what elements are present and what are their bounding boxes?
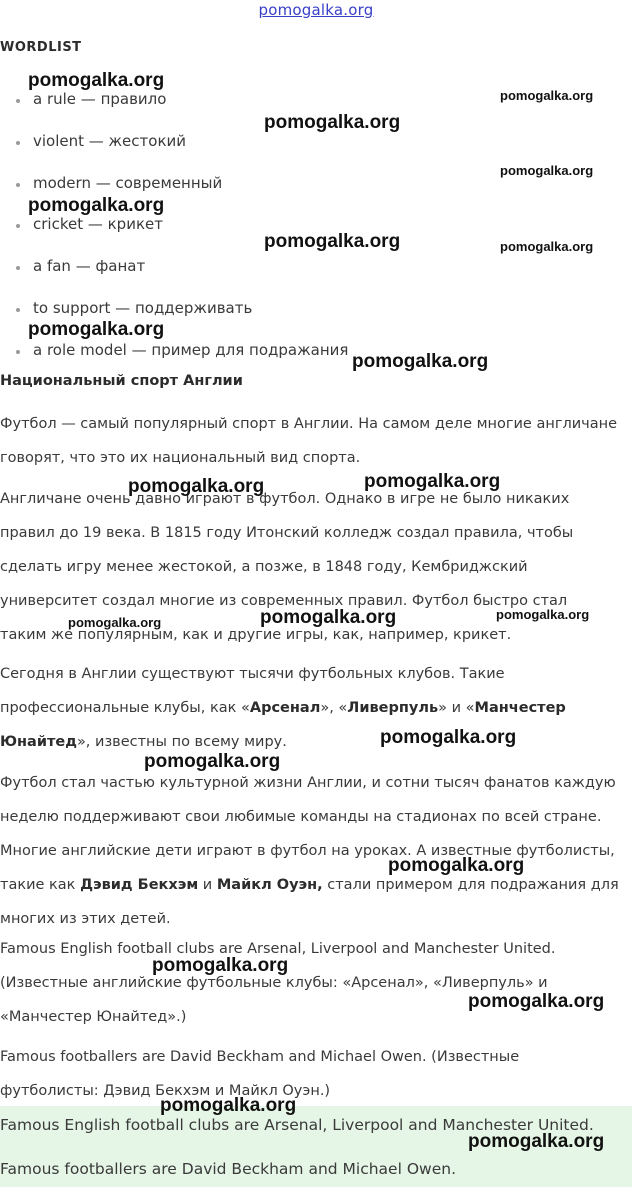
article-heading: Национальный спорт Англии — [0, 373, 243, 389]
player-name: Дэвид Бекхэм — [80, 877, 199, 893]
wordlist-item: to support — поддерживать — [14, 299, 252, 317]
watermark: pomogalka.org — [160, 1095, 297, 1116]
exercise-answer: Famous footballers are David Beckham and Michael Owen. (Известные футболисты: Дэвид Бекхэм и Майкл Оуэн.) — [0, 1049, 520, 1099]
watermark: pomogalka.org — [496, 607, 590, 622]
watermark: pomogalka.org — [260, 607, 397, 628]
wordlist-item: a role model — пример для подражания — [14, 341, 348, 359]
wordlist-item: a fan — фанат — [14, 257, 145, 275]
watermark: pomogalka.org — [500, 88, 594, 103]
watermark: pomogalka.org — [128, 476, 265, 497]
paragraph: Футбол стал частью культурной жизни Англии, и сотни тысяч фанатов каждую неделю поддерживают свои любимые команды на стадионах по всей стране. Многие английские дети играют в футбол на уроках. А известные футболисты, такие как Дэвид Бекхэм и Майкл Оуэн, стали примером для подражания для многих из этих детей. — [0, 775, 619, 927]
watermark: pomogalka.org — [468, 1131, 605, 1152]
answer-line: Famous footballers are David Beckham and Michael Owen. — [0, 1160, 456, 1178]
wordlist-item: a rule — правило — [14, 90, 166, 108]
watermark: pomogalka.org — [468, 991, 605, 1012]
paragraph: Сегодня в Англии существуют тысячи футбольных клубов. Такие профессиональные клубы, как «Арсенал», «Ливерпуль» и «Манчестер Юнайтед», известны по всему миру. — [0, 666, 566, 750]
watermark: pomogalka.org — [388, 855, 525, 876]
watermark: pomogalka.org — [264, 112, 401, 133]
player-name: Майкл Оуэн, — [216, 877, 323, 893]
club-name: Манчестер — [474, 700, 566, 716]
watermark: pomogalka.org — [380, 727, 517, 748]
paragraph: Футбол — самый популярный спорт в Англии. На самом деле многие англичане говорят, что это их национальный вид спорта. — [0, 416, 617, 466]
wordlist-item: cricket — крикет — [14, 215, 163, 233]
watermark: pomogalka.org — [500, 163, 594, 178]
watermark: pomogalka.org — [28, 319, 165, 340]
watermark: pomogalka.org — [364, 471, 501, 492]
answer-line: Famous English football clubs are Arsenal, Liverpool and Manchester United. — [0, 1116, 594, 1134]
paragraph: Англичане очень давно играют в футбол. Однако в игре не было никаких правил до 19 века. В 1815 году Итонский колледж создал правила, чтобы сделать игру менее жестокой, а позже, в 1848 году, Кембриджский университет создал многие из современных правил. Футбол быстро стал таким же популярным, как и другие игры, как, например, крикет. — [0, 491, 574, 643]
watermark: pomogalka.org — [152, 955, 289, 976]
site-link[interactable]: pomogalka.org — [258, 1, 374, 19]
club-name: Арсенал — [249, 700, 321, 716]
club-name: Ливерпуль — [347, 700, 439, 716]
wordlist-item: modern — современный — [14, 174, 222, 192]
watermark: pomogalka.org — [28, 195, 165, 216]
watermark: pomogalka.org — [144, 751, 281, 772]
watermark: pomogalka.org — [264, 231, 401, 252]
watermark: pomogalka.org — [500, 239, 594, 254]
wordlist-item: violent — жестокий — [14, 132, 186, 150]
watermark: pomogalka.org — [352, 351, 489, 372]
club-name: Юнайтед — [0, 734, 77, 750]
watermark: pomogalka.org — [28, 70, 165, 91]
wordlist-title: WORDLIST — [0, 40, 82, 55]
watermark: pomogalka.org — [68, 615, 162, 630]
exercise-answer: Famous English football clubs are Arsenal, Liverpool and Manchester United. (Известные английские футбольные клубы: «Арсенал», «Ливерпуль» и «Манчестер Юнайтед».) — [0, 941, 556, 1025]
